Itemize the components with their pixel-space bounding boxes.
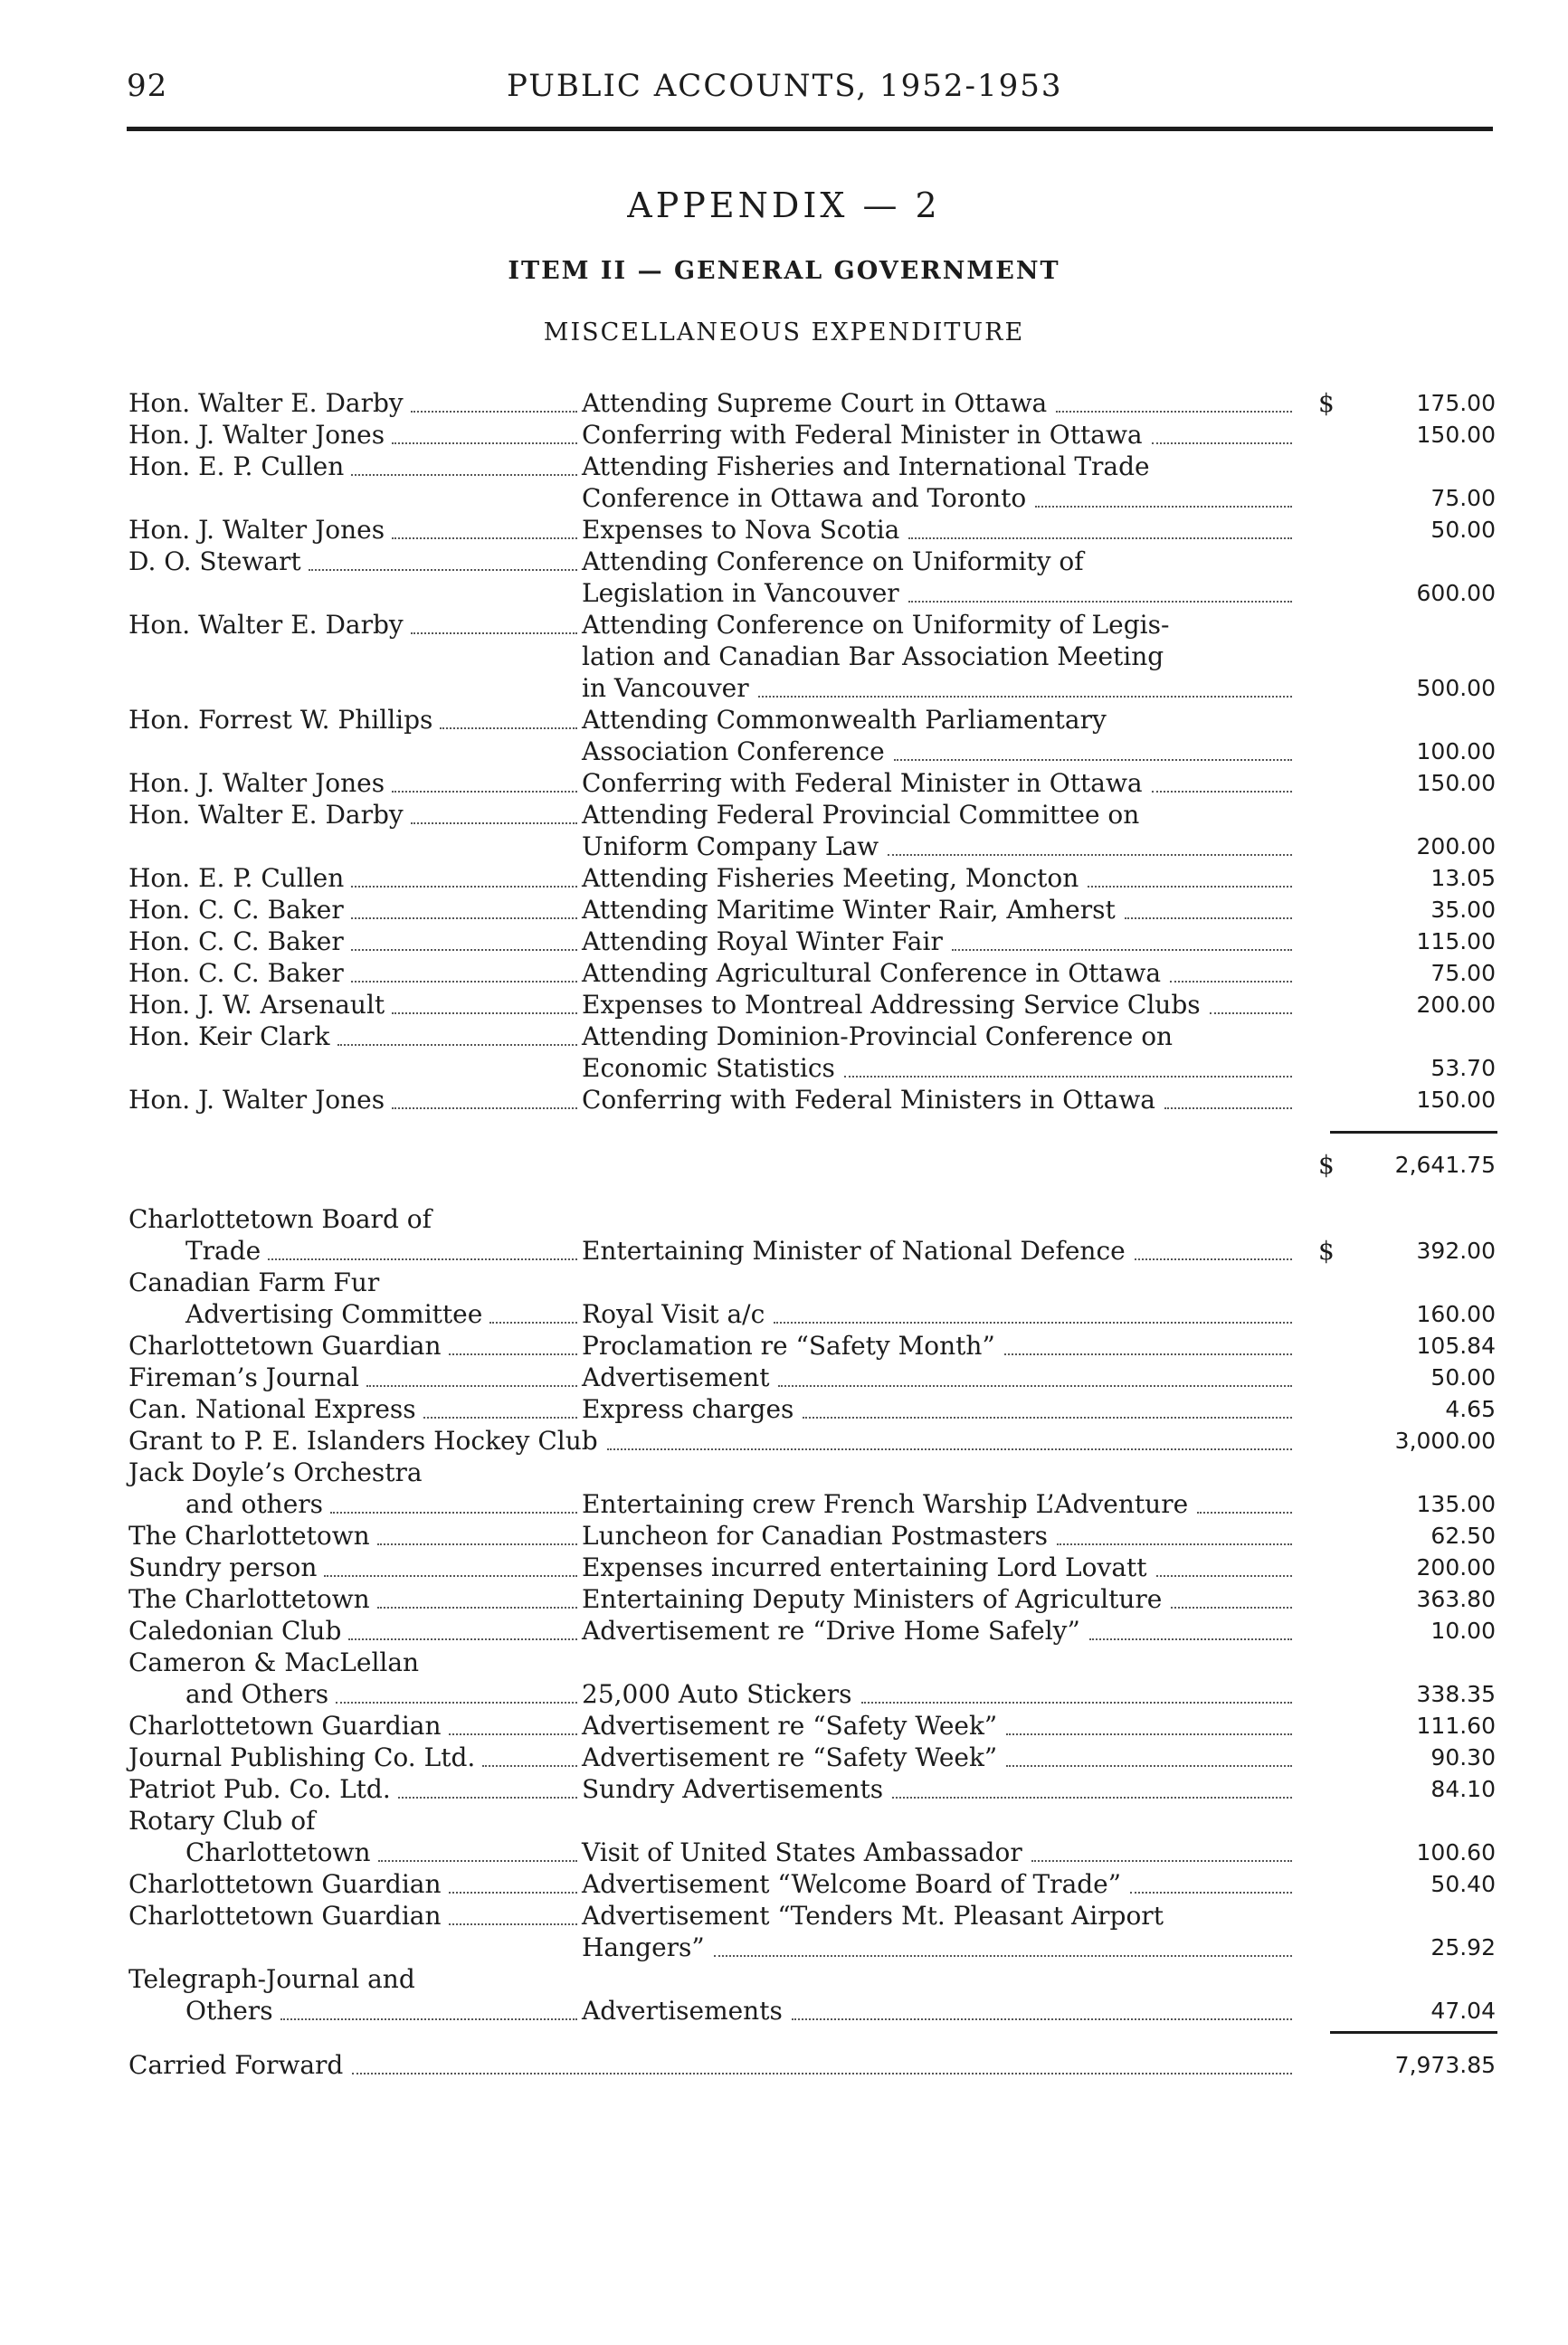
amount: 47.04 bbox=[1430, 1998, 1496, 2024]
dot-leader bbox=[607, 1448, 1292, 1450]
payee-name: Grant to P. E. Islanders Hockey Club bbox=[128, 1426, 598, 1456]
expense-description: Hangers” bbox=[582, 1932, 705, 1962]
payee-name: The Charlottetown bbox=[128, 1584, 370, 1614]
dot-leader bbox=[411, 822, 577, 824]
expense-description: Attending Conference on Uniformity of Legis- bbox=[582, 610, 1170, 640]
table-row bbox=[0, 1710, 1568, 1742]
dot-leader bbox=[324, 1575, 577, 1577]
table-row bbox=[0, 926, 1568, 958]
table-row bbox=[0, 1678, 1568, 1711]
dot-leader bbox=[1125, 917, 1292, 919]
table-row bbox=[0, 1647, 1568, 1679]
expense-description: Visit of United States Ambassador bbox=[582, 1837, 1022, 1867]
payee-name: Telegraph-Journal and bbox=[128, 1964, 415, 1994]
dot-leader bbox=[952, 949, 1292, 951]
dot-leader bbox=[894, 759, 1292, 761]
table-row bbox=[0, 641, 1568, 673]
amount: 50.00 bbox=[1430, 1364, 1496, 1391]
expense-description: Association Conference bbox=[582, 736, 885, 766]
expense-description: Expenses to Montreal Addressing Service Clubs bbox=[582, 990, 1201, 1020]
table-row bbox=[0, 1520, 1568, 1552]
table-row bbox=[0, 1362, 1568, 1394]
dot-leader bbox=[1156, 1575, 1292, 1577]
dot-leader bbox=[411, 411, 577, 413]
table-row bbox=[0, 672, 1568, 705]
table-row bbox=[0, 767, 1568, 800]
dot-leader bbox=[449, 1892, 577, 1894]
amount: 200.00 bbox=[1416, 833, 1496, 859]
payee-name: Hon. J. Walter Jones bbox=[128, 1085, 385, 1115]
payee-name: Charlottetown Guardian bbox=[128, 1711, 442, 1741]
dot-leader bbox=[714, 1955, 1292, 1957]
amount: 62.50 bbox=[1430, 1523, 1496, 1549]
dot-leader bbox=[1006, 1733, 1292, 1735]
amount: 100.00 bbox=[1416, 738, 1496, 764]
dot-leader bbox=[440, 727, 577, 729]
amount: 160.00 bbox=[1416, 1301, 1496, 1327]
payee-name: Journal Publishing Co. Ltd. bbox=[128, 1742, 476, 1772]
dot-leader bbox=[268, 1258, 577, 1260]
table-row bbox=[0, 1084, 1568, 1116]
dot-leader bbox=[1152, 791, 1292, 793]
dot-leader bbox=[1004, 1353, 1292, 1355]
dollar-sign: $ bbox=[1318, 1150, 1335, 1180]
dot-leader bbox=[351, 949, 577, 951]
amount: 111.60 bbox=[1416, 1713, 1496, 1739]
expense-description: Conferring with Federal Ministers in Ottawa bbox=[582, 1085, 1155, 1115]
dot-leader bbox=[908, 537, 1292, 539]
table-row bbox=[0, 1235, 1568, 1267]
amount: 13.05 bbox=[1430, 865, 1496, 891]
dot-leader bbox=[423, 1417, 577, 1419]
expense-description: Proclamation re “Safety Month” bbox=[582, 1331, 995, 1361]
payee-name: Hon. J. Walter Jones bbox=[128, 768, 385, 798]
payee-name: Hon. J. W. Arsenault bbox=[128, 990, 385, 1020]
payee-name: Hon. J. Walter Jones bbox=[128, 515, 385, 545]
table-row bbox=[0, 1868, 1568, 1901]
expense-description: Attending Conference on Uniformity of bbox=[582, 546, 1084, 576]
dot-leader bbox=[392, 537, 577, 539]
dot-leader bbox=[1152, 442, 1292, 444]
dot-leader bbox=[1088, 886, 1292, 888]
dot-leader bbox=[352, 2073, 1292, 2074]
payee-name: Hon. J. Walter Jones bbox=[128, 420, 385, 450]
amount: 25.92 bbox=[1430, 1934, 1496, 1960]
table-row bbox=[0, 1995, 1568, 2027]
dot-leader bbox=[411, 632, 577, 634]
expense-description: Conference in Ottawa and Toronto bbox=[582, 483, 1027, 513]
amount: 338.35 bbox=[1416, 1681, 1496, 1707]
dot-leader bbox=[1135, 1258, 1292, 1260]
table-row bbox=[0, 1021, 1568, 1053]
expense-description: Advertisement “Tenders Mt. Pleasant Airport bbox=[582, 1901, 1164, 1931]
expense-description: 25,000 Auto Stickers bbox=[582, 1679, 852, 1709]
payee-name: Sundry person bbox=[128, 1552, 318, 1582]
table-row bbox=[0, 609, 1568, 641]
table-row bbox=[0, 1837, 1568, 1869]
table-row bbox=[0, 1203, 1568, 1236]
expense-description: Expenses to Nova Scotia bbox=[582, 515, 900, 545]
amount: 50.40 bbox=[1430, 1871, 1496, 1897]
expense-description: Sundry Advertisements bbox=[582, 1774, 884, 1804]
dollar-sign: $ bbox=[1318, 388, 1335, 418]
table-row bbox=[0, 1805, 1568, 1837]
amount: 7,973.85 bbox=[1394, 2052, 1496, 2078]
expense-description: Attending Agricultural Conference in Ottawa bbox=[582, 958, 1162, 988]
expense-description: Expenses incurred entertaining Lord Lovatt bbox=[582, 1552, 1147, 1582]
payee-name: Charlottetown Guardian bbox=[128, 1901, 442, 1931]
payee-name: Hon. Walter E. Darby bbox=[128, 800, 404, 830]
table-row bbox=[0, 1932, 1568, 1964]
expense-description: Entertaining Deputy Ministers of Agriculture bbox=[582, 1584, 1163, 1614]
table-row bbox=[0, 1963, 1568, 1996]
expense-description: Express charges bbox=[582, 1394, 794, 1424]
expense-description: Advertisement re “Safety Week” bbox=[582, 1711, 998, 1741]
payee-name: Hon. C. C. Baker bbox=[128, 926, 344, 956]
table-row bbox=[0, 1742, 1568, 1774]
payee-name: and Others bbox=[185, 1679, 329, 1709]
expense-description: Attending Royal Winter Fair bbox=[582, 926, 943, 956]
table-row bbox=[0, 514, 1568, 546]
dot-leader bbox=[309, 569, 577, 571]
payee-name: Hon. C. C. Baker bbox=[128, 895, 344, 925]
dot-leader bbox=[449, 1733, 577, 1735]
dot-leader bbox=[1164, 1107, 1292, 1109]
dot-leader bbox=[803, 1417, 1292, 1419]
dot-leader bbox=[888, 854, 1292, 856]
payee-name: Cameron & MacLellan bbox=[128, 1647, 420, 1677]
dot-leader bbox=[449, 1353, 577, 1355]
table-row bbox=[0, 894, 1568, 926]
payee-name: Hon. Walter E. Darby bbox=[128, 610, 404, 640]
table-row bbox=[0, 1773, 1568, 1806]
payee-name: Hon. Forrest W. Phillips bbox=[128, 705, 433, 735]
expense-description: Legislation in Vancouver bbox=[582, 578, 899, 608]
expense-description: Economic Statistics bbox=[582, 1053, 835, 1083]
payee-name: Hon. Walter E. Darby bbox=[128, 388, 404, 418]
table-row bbox=[0, 704, 1568, 736]
payee-name: Can. National Express bbox=[128, 1394, 416, 1424]
dot-leader bbox=[758, 696, 1292, 698]
expense-description: Luncheon for Canadian Postmasters bbox=[582, 1521, 1048, 1551]
expense-description: Advertisement “Welcome Board of Trade” bbox=[582, 1869, 1122, 1899]
dot-leader bbox=[774, 1322, 1292, 1324]
amount: 150.00 bbox=[1416, 770, 1496, 796]
dot-leader bbox=[844, 1076, 1292, 1078]
payee-name: Advertising Committee bbox=[185, 1299, 483, 1329]
expense-description: Advertisement re “Drive Home Safely” bbox=[582, 1616, 1080, 1646]
payee-name: Jack Doyle’s Orchestra bbox=[128, 1457, 423, 1487]
item-title: ITEM II — GENERAL GOVERNMENT bbox=[508, 257, 1060, 285]
table-row bbox=[0, 799, 1568, 831]
amount: 10.00 bbox=[1430, 1618, 1496, 1644]
amount: 75.00 bbox=[1430, 485, 1496, 511]
payee-name: Rotary Club of bbox=[128, 1806, 316, 1836]
table-row bbox=[0, 831, 1568, 863]
expense-description: Attending Maritime Winter Rair, Amherst bbox=[582, 895, 1116, 925]
payee-name: D. O. Stewart bbox=[128, 546, 301, 576]
dot-leader bbox=[892, 1797, 1292, 1799]
dot-leader bbox=[348, 1638, 577, 1640]
payee-name: Charlottetown Guardian bbox=[128, 1869, 442, 1899]
payee-name: Charlottetown Board of bbox=[128, 1204, 432, 1234]
dot-leader bbox=[351, 981, 577, 983]
amount: 4.65 bbox=[1445, 1396, 1496, 1422]
dot-leader bbox=[392, 442, 577, 444]
expense-description: Uniform Company Law bbox=[582, 831, 879, 861]
table-row bbox=[0, 577, 1568, 610]
dot-leader bbox=[1031, 1860, 1292, 1862]
amount: 115.00 bbox=[1416, 928, 1496, 954]
dot-leader bbox=[1171, 1607, 1292, 1609]
payee-name: Hon. E. P. Cullen bbox=[128, 451, 345, 481]
table-row bbox=[0, 1552, 1568, 1584]
section-title: MISCELLANEOUS EXPENDITURE bbox=[543, 318, 1025, 347]
dot-leader bbox=[792, 2018, 1292, 2020]
payee-name: and others bbox=[185, 1489, 324, 1519]
expense-description: Attending Federal Provincial Committee on bbox=[582, 800, 1140, 830]
payee-name: Hon. E. P. Cullen bbox=[128, 863, 345, 893]
dot-leader bbox=[778, 1385, 1292, 1387]
dot-leader bbox=[908, 601, 1292, 603]
amount: 75.00 bbox=[1430, 960, 1496, 986]
total-rule bbox=[1330, 2031, 1497, 2034]
payee-name: Carried Forward bbox=[128, 2050, 344, 2080]
dot-leader bbox=[351, 474, 577, 476]
table-row bbox=[0, 1149, 1568, 1182]
payee-name: Others bbox=[185, 1996, 273, 2026]
expense-description: Advertisements bbox=[582, 1996, 783, 2026]
amount: 105.84 bbox=[1416, 1333, 1496, 1359]
payee-name: Caledonian Club bbox=[128, 1616, 342, 1646]
expense-description: Advertisement re “Safety Week” bbox=[582, 1742, 998, 1772]
dot-leader bbox=[449, 1923, 577, 1925]
dot-leader bbox=[351, 917, 577, 919]
dot-leader bbox=[1130, 1892, 1292, 1894]
table-row bbox=[0, 989, 1568, 1021]
table-row bbox=[0, 387, 1568, 420]
header-rule bbox=[127, 127, 1493, 131]
amount: 2,641.75 bbox=[1394, 1152, 1496, 1178]
table-row bbox=[0, 1900, 1568, 1932]
dot-leader bbox=[366, 1385, 577, 1387]
dot-leader bbox=[392, 1107, 577, 1109]
dot-leader bbox=[1170, 981, 1292, 983]
table-row bbox=[0, 451, 1568, 483]
dot-leader bbox=[392, 1012, 577, 1014]
table-row bbox=[0, 1425, 1568, 1457]
table-row bbox=[0, 2049, 1568, 2082]
dot-leader bbox=[392, 791, 577, 793]
amount: 90.30 bbox=[1430, 1744, 1496, 1771]
dot-leader bbox=[1197, 1512, 1292, 1514]
expense-description: Attending Dominion-Provincial Conference on bbox=[582, 1021, 1174, 1051]
table-row bbox=[0, 1267, 1568, 1299]
expense-description: Attending Fisheries Meeting, Moncton bbox=[582, 863, 1079, 893]
expense-description: Royal Visit a/c bbox=[582, 1299, 765, 1329]
table-row bbox=[0, 1393, 1568, 1426]
dot-leader bbox=[1035, 506, 1292, 508]
amount: 200.00 bbox=[1416, 1554, 1496, 1581]
payee-name: Hon. Keir Clark bbox=[128, 1021, 330, 1051]
page-number: 92 bbox=[127, 68, 168, 104]
dot-leader bbox=[1056, 411, 1292, 413]
expense-description: Attending Supreme Court in Ottawa bbox=[582, 388, 1048, 418]
expense-description: in Vancouver bbox=[582, 673, 749, 703]
dot-leader bbox=[482, 1765, 577, 1767]
expense-description: Attending Fisheries and International Trade bbox=[582, 451, 1150, 481]
dot-leader bbox=[337, 1044, 577, 1046]
expense-description: Attending Commonwealth Parliamentary bbox=[582, 705, 1107, 735]
dot-leader bbox=[489, 1322, 577, 1324]
expense-description: Conferring with Federal Minister in Ottawa bbox=[582, 420, 1143, 450]
amount: 600.00 bbox=[1416, 580, 1496, 606]
running-head: PUBLIC ACCOUNTS, 1952-1953 bbox=[507, 68, 1063, 104]
table-row bbox=[0, 482, 1568, 515]
dot-leader bbox=[336, 1702, 577, 1704]
amount: 135.00 bbox=[1416, 1491, 1496, 1517]
dot-leader bbox=[1089, 1638, 1292, 1640]
amount: 150.00 bbox=[1416, 422, 1496, 448]
dot-leader bbox=[280, 2018, 577, 2020]
payee-name: Charlottetown bbox=[185, 1837, 371, 1867]
table-row bbox=[0, 1330, 1568, 1362]
table-row bbox=[0, 1583, 1568, 1616]
table-row bbox=[0, 862, 1568, 895]
dot-leader bbox=[398, 1797, 577, 1799]
dot-leader bbox=[1210, 1012, 1292, 1014]
expense-description: Entertaining Minister of National Defence bbox=[582, 1236, 1126, 1266]
dot-leader bbox=[378, 1860, 577, 1862]
payee-name: Fireman’s Journal bbox=[128, 1362, 359, 1392]
payee-name: Charlottetown Guardian bbox=[128, 1331, 442, 1361]
total-rule bbox=[1330, 1131, 1497, 1134]
table-row bbox=[0, 1052, 1568, 1085]
amount: 84.10 bbox=[1430, 1776, 1496, 1802]
amount: 50.00 bbox=[1430, 517, 1496, 543]
dot-leader bbox=[1057, 1543, 1292, 1545]
dot-leader bbox=[351, 886, 577, 888]
payee-name: Canadian Farm Fur bbox=[128, 1267, 380, 1297]
dot-leader bbox=[330, 1512, 577, 1514]
dot-leader bbox=[377, 1543, 577, 1545]
amount: 100.60 bbox=[1416, 1839, 1496, 1866]
dot-leader bbox=[377, 1607, 577, 1609]
table-row bbox=[0, 419, 1568, 451]
table-row bbox=[0, 546, 1568, 578]
expense-description: Conferring with Federal Minister in Ottawa bbox=[582, 768, 1143, 798]
table-row bbox=[0, 736, 1568, 768]
dot-leader bbox=[861, 1702, 1292, 1704]
expense-description: Entertaining crew French Warship L’Adventure bbox=[582, 1489, 1189, 1519]
table-row bbox=[0, 957, 1568, 990]
payee-name: The Charlottetown bbox=[128, 1521, 370, 1551]
dot-leader bbox=[1006, 1765, 1292, 1767]
amount: 200.00 bbox=[1416, 992, 1496, 1018]
payee-name: Patriot Pub. Co. Ltd. bbox=[128, 1774, 391, 1804]
payee-name: Hon. C. C. Baker bbox=[128, 958, 344, 988]
amount: 175.00 bbox=[1416, 390, 1496, 416]
table-row bbox=[0, 1615, 1568, 1647]
amount: 35.00 bbox=[1430, 897, 1496, 923]
expense-description: lation and Canadian Bar Association Meeting bbox=[582, 641, 1164, 671]
table-row bbox=[0, 1298, 1568, 1331]
expense-description: Advertisement bbox=[582, 1362, 770, 1392]
table-row bbox=[0, 1488, 1568, 1521]
amount: 53.70 bbox=[1430, 1055, 1496, 1081]
dollar-sign: $ bbox=[1318, 1236, 1335, 1266]
payee-name: Trade bbox=[185, 1236, 261, 1266]
amount: 3,000.00 bbox=[1394, 1428, 1496, 1454]
amount: 392.00 bbox=[1416, 1238, 1496, 1264]
amount: 363.80 bbox=[1416, 1586, 1496, 1612]
appendix-title: APPENDIX — 2 bbox=[627, 185, 941, 225]
amount: 150.00 bbox=[1416, 1087, 1496, 1113]
table-row bbox=[0, 1457, 1568, 1489]
amount: 500.00 bbox=[1416, 675, 1496, 701]
